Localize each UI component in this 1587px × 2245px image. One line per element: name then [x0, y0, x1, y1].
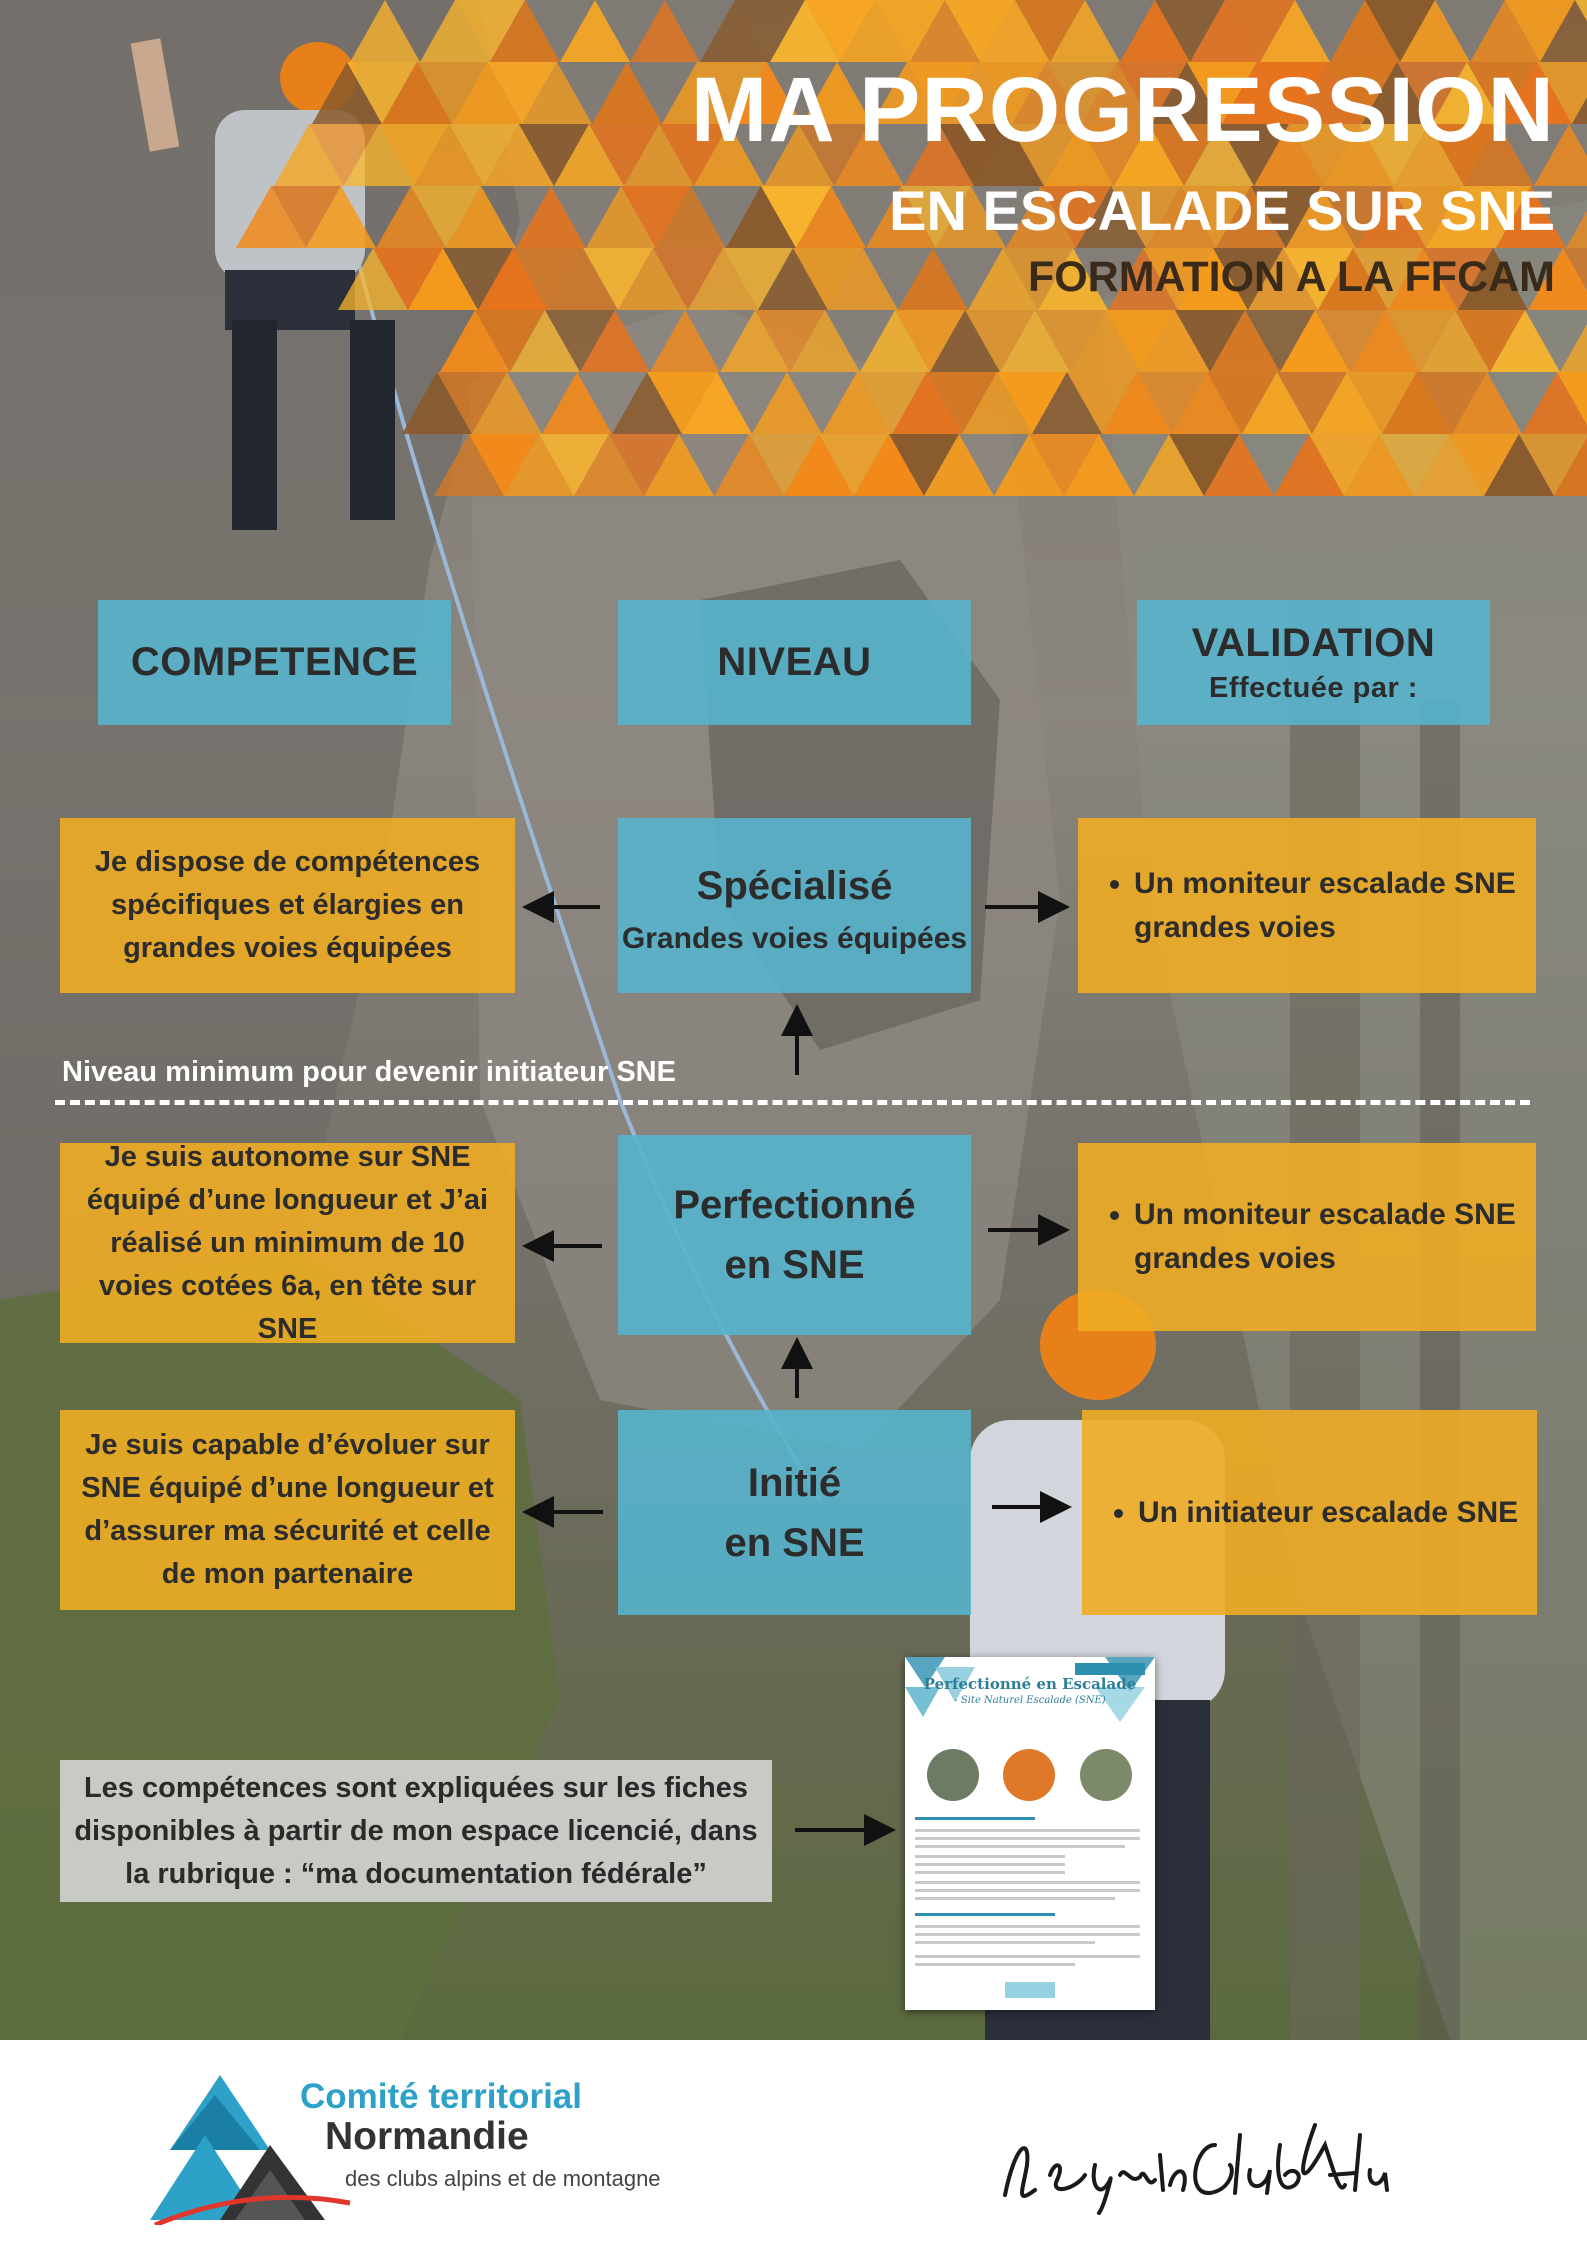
- header-validation-sub: Effectuée par :: [1209, 671, 1418, 704]
- competence-perfectionne-text: Je suis autonome sur SNE équipé d’une longueur et J’ai réalisé un minimum de 10 voies cotées 6a, en tête sur SNE: [86, 1140, 489, 1345]
- doc-text-line: [915, 1955, 1140, 1958]
- subtitle: EN ESCALADE SUR SNE: [889, 179, 1555, 242]
- doc-text-line: [915, 1963, 1075, 1966]
- level-perfectionne-sub: en SNE: [724, 1243, 865, 1287]
- doc-title: Perfectionné en Escalade: [923, 1675, 1137, 1693]
- doc-text-line: [915, 1881, 1140, 1884]
- doc-text-line: [915, 1817, 1035, 1820]
- signature-logo: [995, 2105, 1395, 2215]
- doc-text-line: [915, 1829, 1140, 1832]
- validation-specialise-item: • Un moniteur escalade SNE grandes voies: [1134, 862, 1536, 950]
- org-name-line2: Normandie: [325, 2115, 529, 2158]
- doc-text-line: [915, 1941, 1095, 1944]
- org-name-line1: Comité territorial: [300, 2077, 582, 2116]
- validation-initie-item: • Un initiateur escalade SNE: [1138, 1491, 1518, 1535]
- main-title: MA PROGRESSION: [690, 59, 1555, 161]
- doc-text-line: [915, 1855, 1065, 1858]
- competence-specialise-text: Je dispose de compétences spécifiques et élargies en grandes voies équipées: [94, 846, 481, 964]
- skills-sheet-thumbnail[interactable]: [905, 1657, 1155, 2010]
- validation-perfectionne-item: • Un moniteur escalade SNE grandes voies: [1134, 1193, 1536, 1281]
- level-specialise-title: Spécialisé: [696, 863, 893, 908]
- info-text: Les compétences sont expliquées sur les fiches disponibles à partir de mon espace licencié, dans la rubrique : “ma documentation fédérale”: [74, 1771, 758, 1890]
- competence-initie-text: Je suis capable d’évoluer sur SNE équipé d’une longueur et d’assurer ma sécurité et celle de mon partenaire: [81, 1429, 494, 1590]
- doc-logo: [1005, 1982, 1055, 1998]
- level-initie-sub: en SNE: [724, 1520, 865, 1565]
- doc-text-line: [915, 1845, 1125, 1848]
- subtitle-formation: FORMATION A LA FFCAM: [1027, 253, 1555, 301]
- header-validation-label: VALIDATION: [1191, 620, 1436, 665]
- doc-text-line: [915, 1897, 1115, 1900]
- header-competence-label: COMPETENCE: [130, 640, 419, 684]
- info-box: [60, 1760, 772, 1902]
- doc-text-line: [915, 1889, 1140, 1892]
- doc-text-line: [915, 1913, 1055, 1916]
- doc-text-line: [915, 1925, 1140, 1928]
- doc-text-line: [915, 1837, 1140, 1840]
- doc-photo-1: [927, 1749, 979, 1801]
- doc-photo-3: [1080, 1749, 1132, 1801]
- doc-text-line: [915, 1871, 1065, 1874]
- doc-photo-2: [1003, 1749, 1055, 1801]
- level-specialise-sub: Grandes voies équipées: [621, 921, 968, 955]
- doc-text-line: [915, 1863, 1065, 1866]
- min-level-note: Niveau minimum pour devenir initiateur SNE: [62, 1056, 676, 1088]
- doc-text-line: [915, 1933, 1140, 1936]
- org-name-line3: des clubs alpins et de montagne: [345, 2166, 661, 2191]
- header-niveau-label: NIVEAU: [717, 640, 872, 684]
- level-perfectionne-title: Perfectionné: [673, 1183, 916, 1227]
- doc-subtitle: - Site Naturel Escalade (SNE): [954, 1695, 1106, 1706]
- level-initie-title: Initié: [747, 1460, 842, 1505]
